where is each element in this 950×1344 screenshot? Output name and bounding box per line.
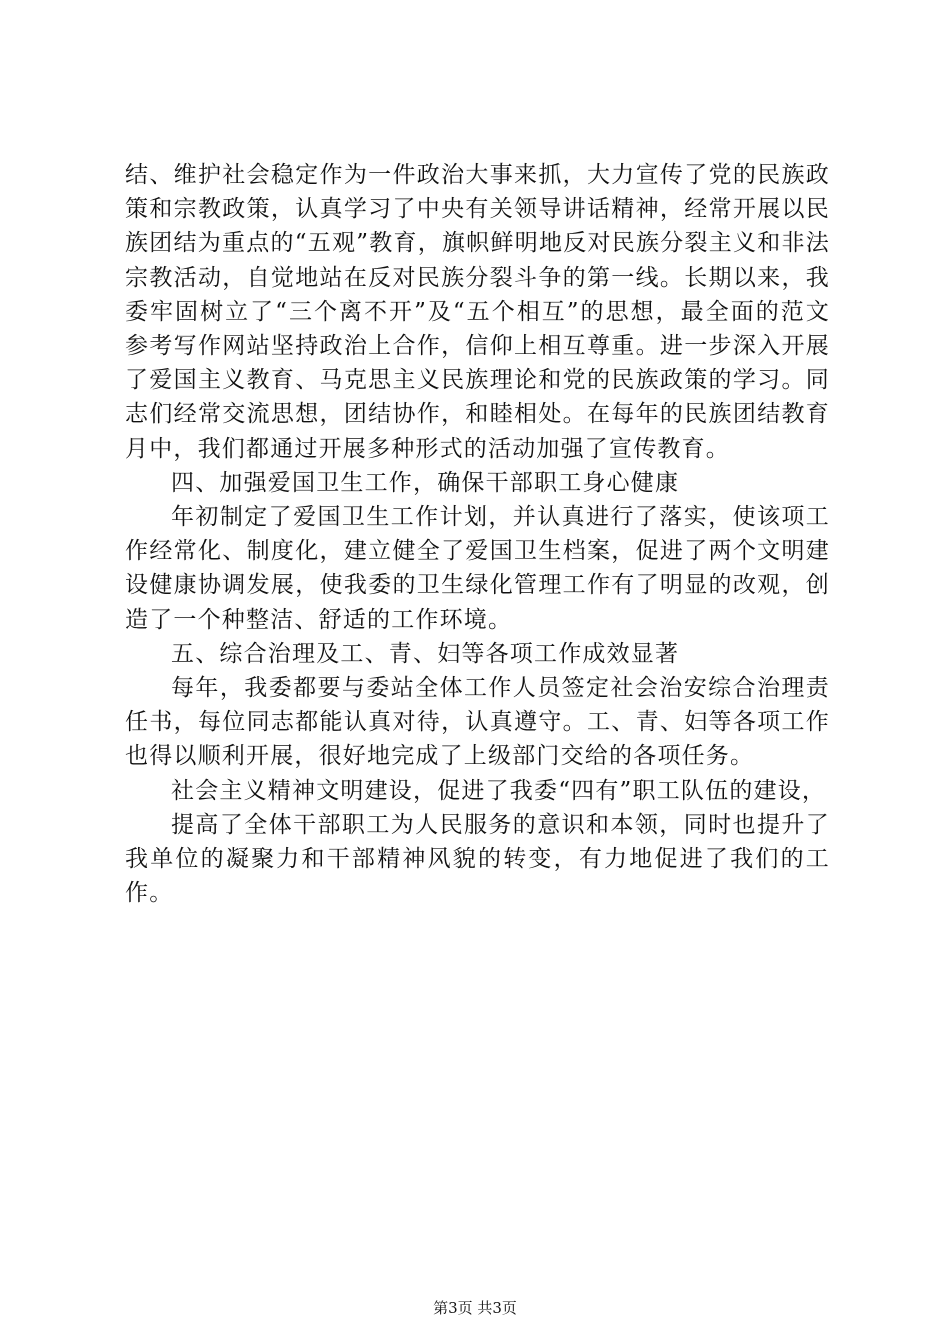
body-paragraph: 年初制定了爱国卫生工作计划，并认真进行了落实，使该项工作经常化、制度化，建立健全了爱国卫生档案，促进了两个文明建设健康协调发展，使我委的卫生绿化管理工作有了明显的改观，创造了一个种整洁、舒适的工作环境。 (125, 504, 830, 633)
body-paragraph: 结、维护社会稳定作为一件政治大事来抓，大力宣传了党的民族政策和宗教政策，认真学习了中央有关领导讲话精神，经常开展以民族团结为重点的“五观”教育，旗帜鲜明地反对民族分裂主义和非法宗教活动，自觉地站在反对民族分裂斗争的第一线。长期以来，我委牢固树立了“三个离不开”及“五个相互”的思想，最全面的范文参考写作网站坚持政治上合作，信仰上相互尊重。进一步深入开展了爱国主义教育、马克思主义民族理论和党的民族政策的学习。同志们经常交流思想，团结协作，和睦相处。在每年的民族团结教育月中，我们都通过开展多种形式的活动加强了宣传教育。 (125, 162, 830, 462)
body-paragraph: 社会主义精神文明建设，促进了我委“四有”职工队伍的建设， (171, 777, 827, 804)
body-paragraph: 每年，我委都要与委站全体工作人员签定社会治安综合治理责任书，每位同志都能认真对待，认真遵守。工、青、妇等各项工作也得以顺利开展，很好地完成了上级部门交给的各项任务。 (125, 675, 830, 770)
section-heading: 五、综合治理及工、青、妇等各项工作成效显著 (171, 640, 680, 667)
section-heading: 四、加强爱国卫生工作，确保干部职工身心健康 (171, 469, 680, 496)
document-body (125, 158, 830, 910)
body-paragraph: 提高了全体干部职工为人民服务的意识和本领，同时也提升了我单位的凝聚力和干部精神风貌的转变，有力地促进了我们的工作。 (125, 811, 830, 907)
page-number-footer: 第3页 共3页 (433, 1299, 517, 1317)
